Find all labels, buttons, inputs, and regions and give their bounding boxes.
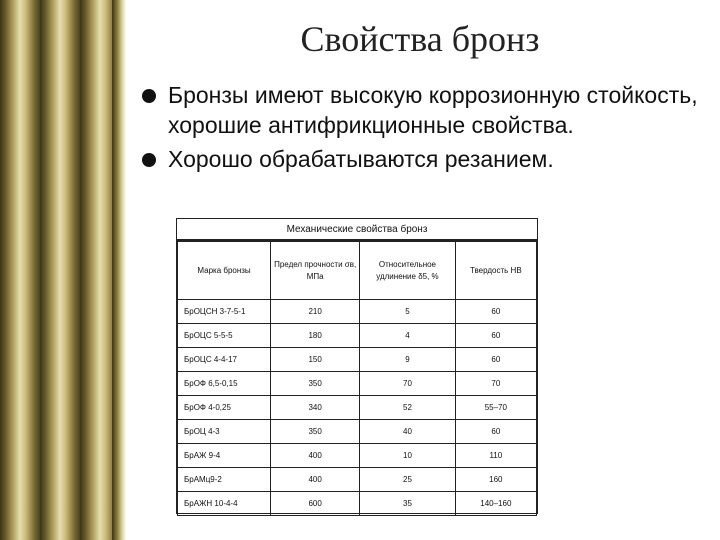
cell-grade: БрАМц9-2 <box>178 468 271 492</box>
cell-grade: БрОФ 4-0,25 <box>178 396 271 420</box>
header-elongation: Относительное удлинение δ5, % <box>360 242 455 300</box>
cell-elongation: 10 <box>360 444 455 468</box>
cell-elongation: 25 <box>360 468 455 492</box>
table-row <box>178 420 537 444</box>
cell-hardness: 60 <box>455 324 536 348</box>
bullet-item <box>140 80 700 140</box>
table-header-row <box>178 242 537 300</box>
cell-strength: 340 <box>271 396 360 420</box>
cell-hardness: 70 <box>455 372 536 396</box>
cell-elongation: 40 <box>360 420 455 444</box>
cell-strength: 210 <box>271 300 360 324</box>
table-row <box>178 468 537 492</box>
cell-elongation: 70 <box>360 372 455 396</box>
cell-strength: 400 <box>271 444 360 468</box>
table-row <box>178 444 537 468</box>
cell-hardness: 55–70 <box>455 396 536 420</box>
table-row <box>178 492 537 516</box>
cell-elongation: 5 <box>360 300 455 324</box>
cell-grade: БрАЖН 10-4-4 <box>178 492 271 516</box>
slide-title: Свойства бронз <box>300 19 540 59</box>
cell-hardness: 140–160 <box>455 492 536 516</box>
cell-elongation: 9 <box>360 348 455 372</box>
cell-elongation: 52 <box>360 396 455 420</box>
cell-strength: 150 <box>271 348 360 372</box>
table-row <box>178 348 537 372</box>
cell-elongation: 35 <box>360 492 455 516</box>
table-row <box>178 300 537 324</box>
decorative-curtain <box>0 0 120 540</box>
decorative-curtain-edge <box>112 0 126 540</box>
header-grade: Марка бронзы <box>178 242 271 300</box>
cell-grade: БрОФ 6,5-0,15 <box>178 372 271 396</box>
table-row <box>178 396 537 420</box>
cell-elongation: 4 <box>360 324 455 348</box>
header-strength: Предел прочности σв, МПа <box>271 242 360 300</box>
cell-strength: 350 <box>271 372 360 396</box>
table-row <box>178 372 537 396</box>
bullet-dot-icon <box>142 89 156 103</box>
cell-hardness: 160 <box>455 468 536 492</box>
table-row <box>178 324 537 348</box>
cell-grade: БрОЦС 4-4-17 <box>178 348 271 372</box>
bullet-text: Хорошо обрабатываются резанием. <box>168 146 554 172</box>
cell-strength: 180 <box>271 324 360 348</box>
bullet-item <box>140 144 700 174</box>
cell-hardness: 60 <box>455 300 536 324</box>
cell-grade: БрОЦ 4-3 <box>178 420 271 444</box>
cell-strength: 350 <box>271 420 360 444</box>
cell-hardness: 110 <box>455 444 536 468</box>
cell-hardness: 60 <box>455 420 536 444</box>
header-hardness: Твердость НВ <box>455 242 536 300</box>
cell-hardness: 60 <box>455 348 536 372</box>
cell-strength: 600 <box>271 492 360 516</box>
bullet-dot-icon <box>142 153 156 167</box>
data-table <box>177 241 537 516</box>
cell-grade: БрОЦСН 3-7-5-1 <box>178 300 271 324</box>
bullet-text: Бронзы имеют высокую коррозионную стойкость, хорошие антифрикционные свойства. <box>168 82 698 138</box>
cell-grade: БрАЖ 9-4 <box>178 444 271 468</box>
table-caption: Механические свойства бронз <box>177 219 537 241</box>
cell-grade: БрОЦС 5-5-5 <box>178 324 271 348</box>
bronze-properties-table <box>176 218 538 514</box>
cell-strength: 400 <box>271 468 360 492</box>
bullet-list <box>140 80 700 178</box>
